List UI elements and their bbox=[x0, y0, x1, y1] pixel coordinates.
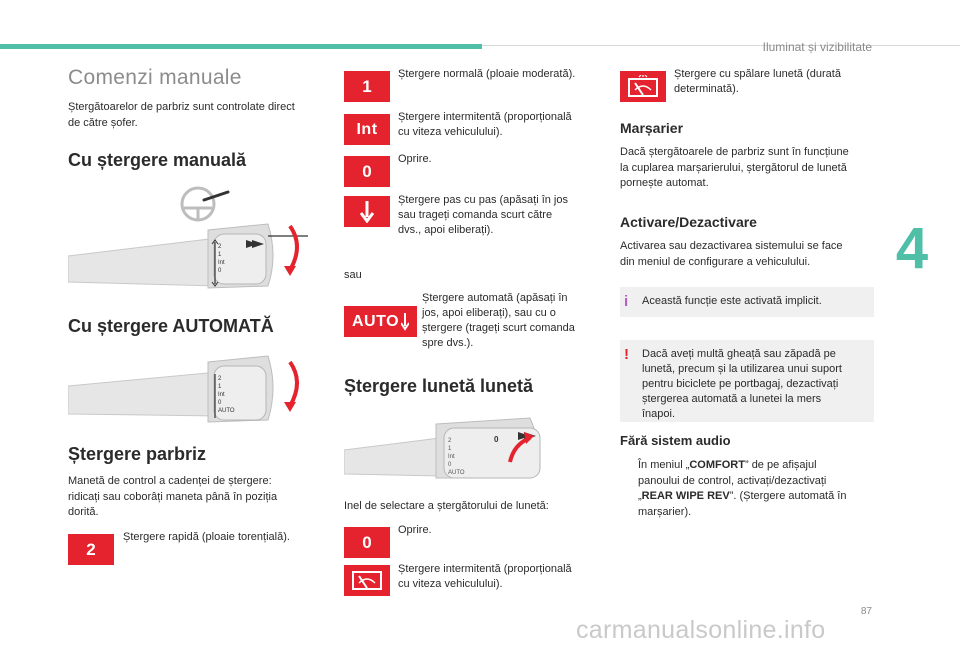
warning-box bbox=[620, 340, 874, 422]
text-line: dvs., apoi eliberați). bbox=[398, 224, 494, 236]
text-line: Dacă aveți multă gheață sau zăpadă pe bbox=[642, 348, 836, 360]
auto-wipe-description bbox=[422, 291, 598, 351]
windscreen-text bbox=[68, 474, 277, 521]
intro-line: de către șofer. bbox=[68, 116, 138, 129]
header-accent-bar bbox=[0, 44, 482, 49]
single-wipe-description bbox=[398, 193, 598, 238]
rear-ring-text: Inel de selectare a ștergătorului de lunetă: bbox=[344, 500, 549, 512]
text-line: Ștergere cu spălare lunetă (durată bbox=[674, 68, 841, 80]
auto-wipe-heading: Cu ștergere AUTOMATĂ bbox=[68, 316, 274, 336]
reverse-heading: Marșarier bbox=[620, 120, 684, 136]
rear-wiper-lever-illustration bbox=[344, 414, 560, 480]
arrow-down-icon bbox=[401, 313, 409, 331]
intro-text bbox=[68, 100, 295, 131]
text-line: cu viteza vehiculului). bbox=[398, 578, 503, 590]
text-line: din meniul de configurare a vehiculului. bbox=[620, 255, 811, 268]
position-2-description: Ștergere rapidă (ploaie torențială). bbox=[123, 531, 290, 543]
text-line: pornește automat. bbox=[620, 177, 709, 189]
position-0-description bbox=[398, 152, 598, 167]
manual-wipe-heading: Cu ștergere manuală bbox=[68, 150, 247, 170]
svg-text:2: 2 bbox=[218, 376, 222, 382]
rear-position-0-badge: 0 bbox=[344, 527, 390, 558]
or-text: sau bbox=[344, 269, 362, 281]
svg-text:0: 0 bbox=[494, 435, 499, 444]
info-text: Această funcție este activată implicit. bbox=[642, 295, 822, 307]
text-line: Dacă ștergătoarele de parbriz sunt în funcțiune bbox=[620, 146, 849, 158]
info-box bbox=[620, 287, 874, 317]
svg-text:2: 2 bbox=[218, 244, 222, 250]
text-line: jos, apoi eliberați), sau cu o bbox=[422, 307, 556, 319]
warning-text bbox=[642, 347, 868, 422]
text-line: Ștergere normală (ploaie moderată). bbox=[398, 68, 576, 80]
position-1-description bbox=[398, 67, 598, 82]
page-title: Comenzi manuale bbox=[68, 66, 242, 89]
info-icon: i bbox=[624, 293, 629, 310]
text-line: Ștergere pas cu pas (apăsați în jos bbox=[398, 194, 568, 206]
svg-text:1: 1 bbox=[448, 446, 452, 452]
text-line: ștergerea automată a lunetei la mers bbox=[642, 393, 822, 405]
svg-text:2: 2 bbox=[448, 438, 452, 444]
rear-wiper-icon bbox=[351, 570, 383, 592]
svg-text:1: 1 bbox=[218, 252, 222, 258]
text-line: determinată). bbox=[674, 83, 739, 95]
watermark: carmanualsonline.info bbox=[576, 616, 826, 644]
header-rule bbox=[482, 45, 960, 46]
rear-position-0-description bbox=[398, 523, 598, 538]
text-line: Ștergere intermitentă (proporțională bbox=[398, 563, 572, 575]
auto-lever-illustration bbox=[68, 352, 318, 424]
reverse-text bbox=[620, 145, 849, 192]
position-0-badge: 0 bbox=[344, 156, 390, 187]
text-line: marșarier). bbox=[638, 505, 692, 518]
rear-intermittent-badge bbox=[344, 565, 390, 596]
rear-wiper-heading: Ștergere lunetă lunetă bbox=[344, 376, 534, 396]
svg-text:Int: Int bbox=[218, 260, 225, 266]
position-2-badge: 2 bbox=[68, 534, 114, 565]
chapter-number: 4 bbox=[895, 216, 929, 281]
svg-text:Int: Int bbox=[448, 454, 455, 460]
text-line: cu viteza vehiculului). bbox=[398, 126, 503, 138]
text-line: dorită. bbox=[68, 506, 99, 518]
warning-icon: ! bbox=[624, 346, 629, 363]
text-line: înapoi. bbox=[642, 408, 676, 420]
svg-text:0: 0 bbox=[218, 268, 222, 274]
rear-washer-icon bbox=[627, 75, 659, 99]
svg-text:AUTO: AUTO bbox=[448, 470, 465, 476]
text-line: lunetă, precum și la utilizarea unui suport bbox=[642, 363, 842, 375]
svg-text:Int: Int bbox=[218, 392, 225, 398]
page-number: 87 bbox=[860, 606, 872, 617]
text-line: Oprire. bbox=[398, 153, 432, 165]
svg-text:0: 0 bbox=[218, 400, 222, 406]
text-line: Activarea sau dezactivarea sistemului se face bbox=[620, 240, 843, 252]
arrow-down-icon bbox=[360, 201, 374, 223]
windscreen-wipe-heading: Ștergere parbriz bbox=[68, 444, 207, 464]
activation-heading: Activare/Dezactivare bbox=[620, 214, 757, 230]
svg-text:0: 0 bbox=[448, 462, 452, 468]
no-audio-heading: Fără sistem audio bbox=[620, 433, 731, 448]
auto-label: AUTO bbox=[351, 312, 400, 330]
intro-line: Ștergătoarelor de parbriz sunt controlate direct bbox=[68, 101, 295, 113]
text-line: pentru biciclete pe portbagaj, dezactivați bbox=[642, 378, 839, 390]
text-line: Oprire. bbox=[398, 524, 432, 536]
text-line: În meniul „COMFORT” de pe afișajul bbox=[638, 459, 817, 471]
menu-rear-wipe-label: REAR WIPE REV bbox=[641, 490, 730, 502]
text-line: Manetă de control a cadenței de ștergere: bbox=[68, 475, 272, 487]
rear-intermittent-description bbox=[398, 562, 598, 592]
rear-wash-badge bbox=[620, 71, 666, 102]
position-int-description bbox=[398, 110, 598, 140]
section-title: Iluminat și vizibilitate bbox=[762, 40, 872, 54]
text-line: panoului de control, activați/dezactivați bbox=[638, 474, 827, 487]
rear-wash-description bbox=[674, 67, 874, 97]
text-line: ștergere (trageți scurt comanda bbox=[422, 322, 575, 334]
text-line: la cuplarea marșarierului, ștergătorul de lunetă bbox=[620, 161, 847, 174]
single-wipe-badge bbox=[344, 196, 390, 227]
position-int-badge: Int bbox=[344, 114, 390, 145]
svg-text:AUTO: AUTO bbox=[218, 408, 235, 414]
text-line: Ștergere automată (apăsați în bbox=[422, 292, 568, 304]
position-1-badge: 1 bbox=[344, 71, 390, 102]
text-line: spre dvs.). bbox=[422, 337, 474, 349]
text-line: sau trageți comanda scurt către bbox=[398, 209, 553, 221]
auto-wipe-badge bbox=[344, 306, 417, 337]
svg-text:1: 1 bbox=[218, 384, 222, 390]
text-line: Ștergere intermitentă (proporțională bbox=[398, 111, 572, 123]
text-line: ridicați sau coborâți maneta până în poziția bbox=[68, 490, 278, 503]
menu-comfort-label: COMFORT bbox=[689, 459, 745, 471]
text-line: „REAR WIPE REV”. (Ștergere automată în bbox=[638, 490, 847, 502]
no-audio-instruction bbox=[620, 458, 874, 520]
activation-text bbox=[620, 239, 843, 270]
manual-lever-illustration bbox=[68, 186, 318, 296]
